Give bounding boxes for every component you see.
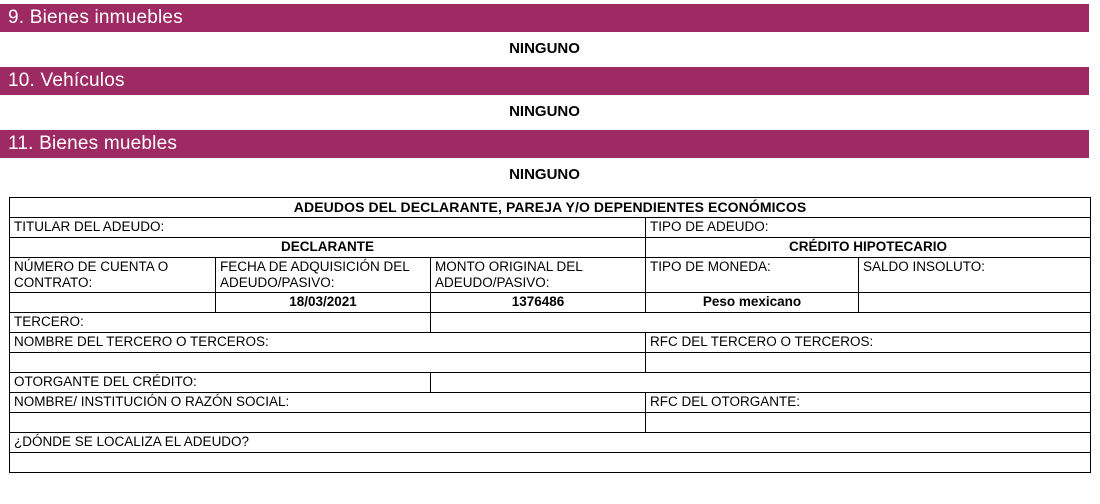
value-numero-cuenta <box>10 293 216 313</box>
section-value-9: NINGUNO <box>509 40 580 57</box>
section-value-11: NINGUNO <box>509 166 580 183</box>
label-nombre-tercero: NOMBRE DEL TERCERO O TERCEROS: <box>10 333 646 353</box>
value-monto-original: 1376486 <box>431 293 646 313</box>
value-fecha-adquisicion: 18/03/2021 <box>216 293 431 313</box>
label-titular-adeudo: TITULAR DEL ADEUDO: <box>10 218 646 238</box>
table-row-nombre-institucion <box>10 393 1091 413</box>
section-bienes-inmuebles <box>0 4 1100 57</box>
section-heading-11: 11. Bienes muebles <box>0 130 1089 158</box>
value-titular-adeudo: DECLARANTE <box>10 238 646 258</box>
debts-table <box>9 197 1091 473</box>
label-monto-original: MONTO ORIGINAL DEL ADEUDO/PASIVO: <box>431 258 646 293</box>
debts-table-title: ADEUDOS DEL DECLARANTE, PAREJA Y/O DEPENDIENTES ECONÓMICOS <box>10 198 1091 218</box>
table-row-nombre-institucion-values <box>10 413 1091 433</box>
table-row-donde-localiza <box>10 433 1091 453</box>
label-fecha-adquisicion: FECHA DE ADQUISICIÓN DEL ADEUDO/PASIVO: <box>216 258 431 293</box>
table-row-nombre-tercero <box>10 333 1091 353</box>
table-row-nombre-tercero-values <box>10 353 1091 373</box>
label-tipo-moneda: TIPO DE MONEDA: <box>646 258 859 293</box>
value-nombre-tercero <box>10 353 646 373</box>
table-row-values-cuenta <box>10 293 1091 313</box>
label-otorgante-credito: OTORGANTE DEL CRÉDITO: <box>10 373 431 393</box>
value-tercero <box>431 313 1091 333</box>
value-rfc-tercero <box>646 353 1091 373</box>
label-donde-localiza: ¿DÓNDE SE LOCALIZA EL ADEUDO? <box>10 433 1091 453</box>
label-tercero: TERCERO: <box>10 313 431 333</box>
table-row-labels-cuenta <box>10 258 1091 293</box>
table-row-tercero <box>10 313 1091 333</box>
label-tipo-adeudo: TIPO DE ADEUDO: <box>646 218 1091 238</box>
value-rfc-otorgante <box>646 413 1091 433</box>
table-row-donde-localiza-value <box>10 453 1091 473</box>
section-heading-10: 10. Vehículos <box>0 67 1089 95</box>
value-nombre-institucion <box>10 413 646 433</box>
value-otorgante-credito <box>431 373 1091 393</box>
table-row-title <box>10 198 1091 218</box>
label-rfc-tercero: RFC DEL TERCERO O TERCEROS: <box>646 333 1091 353</box>
value-saldo-insoluto <box>859 293 1091 313</box>
table-row-labels-titular <box>10 218 1091 238</box>
section-vehiculos <box>0 67 1100 120</box>
table-row-values-titular <box>10 238 1091 258</box>
label-rfc-otorgante: RFC DEL OTORGANTE: <box>646 393 1091 413</box>
label-numero-cuenta: NÚMERO DE CUENTA O CONTRATO: <box>10 258 216 293</box>
section-value-10: NINGUNO <box>509 103 580 120</box>
section-bienes-muebles <box>0 130 1100 183</box>
debts-table-container <box>9 197 1090 473</box>
table-row-otorgante-credito <box>10 373 1091 393</box>
document-page <box>0 4 1100 504</box>
value-tipo-moneda: Peso mexicano <box>646 293 859 313</box>
value-donde-localiza <box>10 453 1091 473</box>
value-tipo-adeudo: CRÉDITO HIPOTECARIO <box>646 238 1091 258</box>
label-nombre-institucion: NOMBRE/ INSTITUCIÓN O RAZÓN SOCIAL: <box>10 393 646 413</box>
label-saldo-insoluto: SALDO INSOLUTO: <box>859 258 1091 293</box>
section-heading-9: 9. Bienes inmuebles <box>0 4 1089 32</box>
